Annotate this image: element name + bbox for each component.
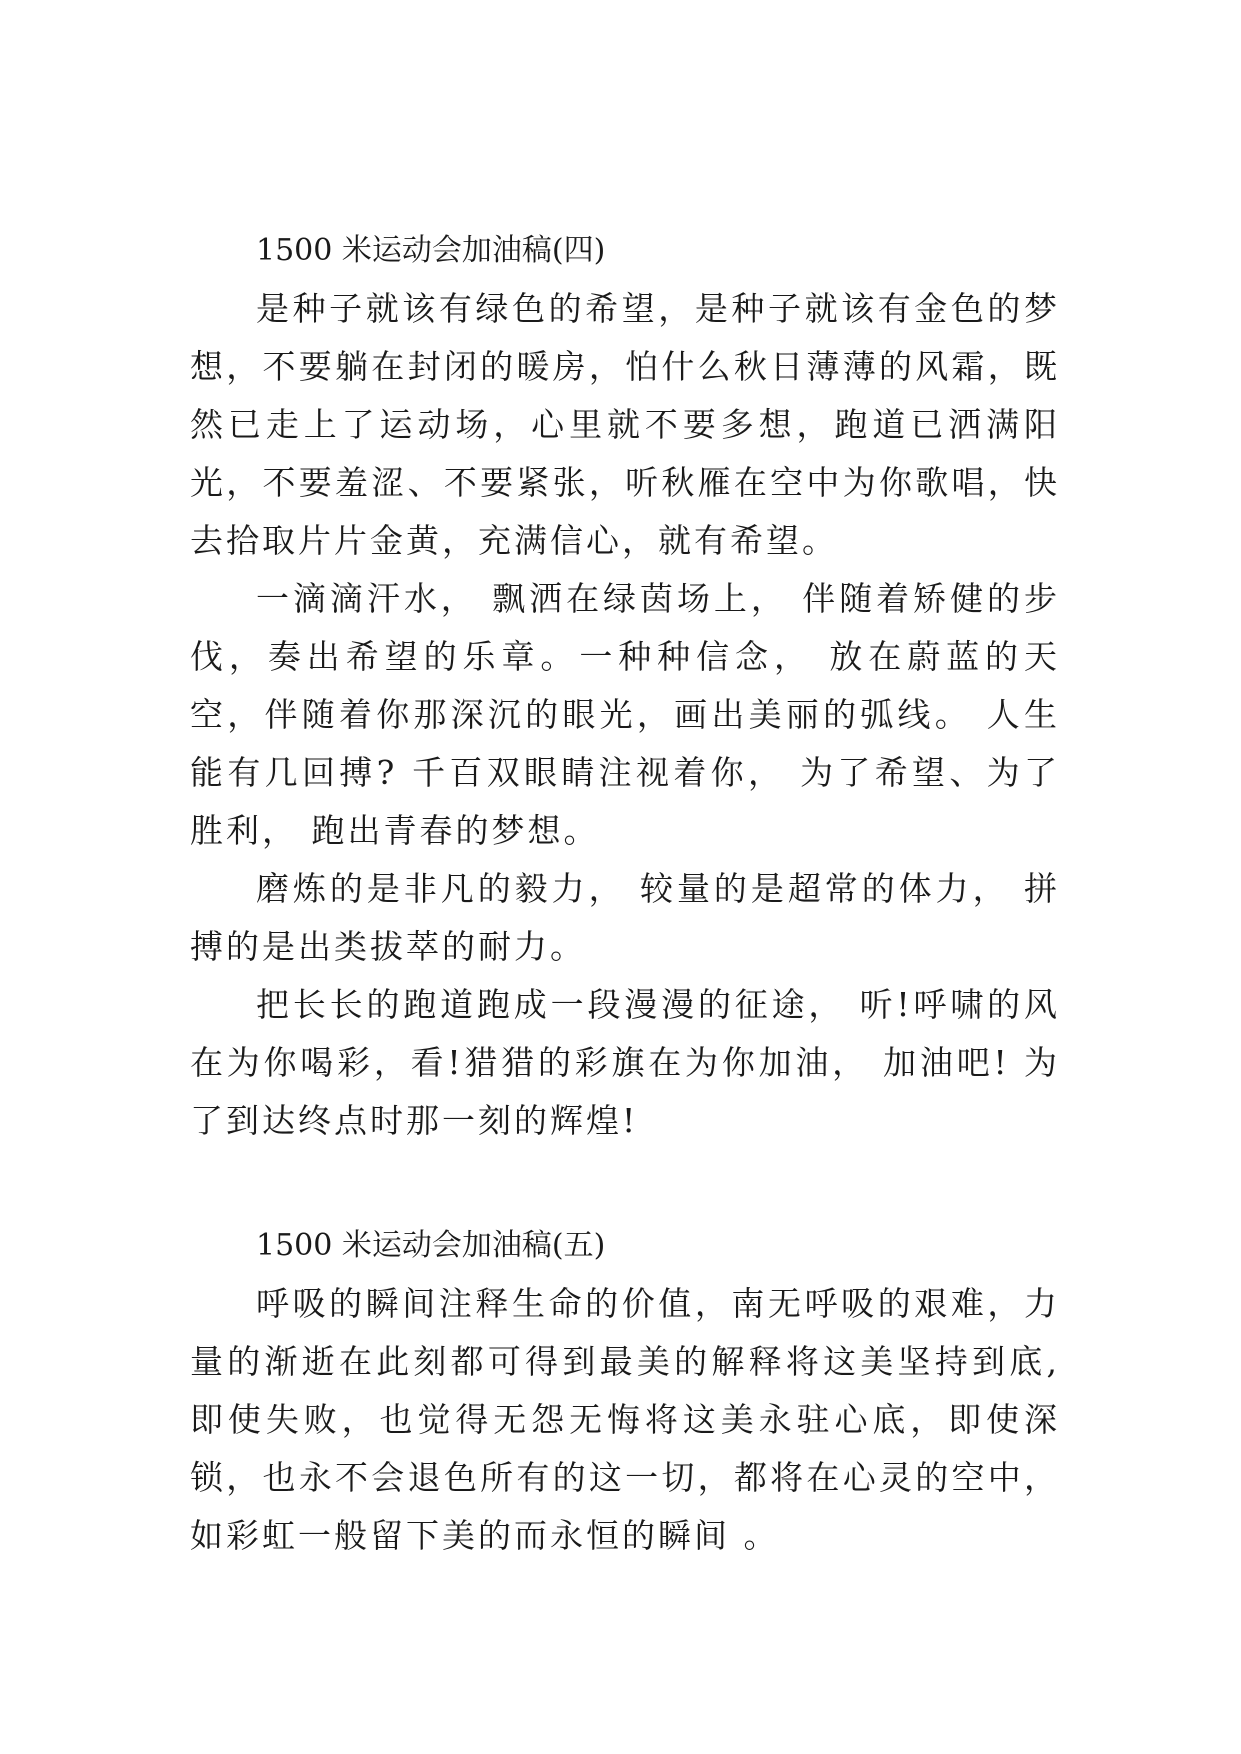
paragraph: 磨炼的是非凡的毅力， 较量的是超常的体力， 拼搏的是出类拔萃的耐力。 [190, 869, 1060, 966]
paragraph: 呼吸的瞬间注释生命的价值，南无呼吸的艰难，力量的渐逝在此刻都可得到最美的解释将这美坚持到底,即使失败，也觉得无怨无悔将这美永驻心底，即使深锁，也永不会退色所有的这一切，都将在心灵的空中，如彩虹一般留下美的而永恒的瞬间 。 [190, 1284, 1060, 1555]
paragraph: 一滴滴汗水， 飘洒在绿茵场上， 伴随着矫健的步伐，奏出希望的乐章。一种种信念， 放在蔚蓝的天空，伴随着你那深沉的眼光，画出美丽的弧线。 人生能有几回搏? 千百双眼睛注视着你， 为了希望、为了胜利， 跑出青春的梦想。 [190, 579, 1060, 850]
paragraph: 是种子就该有绿色的希望，是种子就该有金色的梦想，不要躺在封闭的暖房，怕什么秋日薄薄的风霜，既然已走上了运动场，心里就不要多想，跑道已洒满阳光，不要羞涩、不要紧张，听秋雁在空中为你歌唱，快去拾取片片金黄，充满信心，就有希望。 [190, 289, 1060, 560]
section-cheer-4 [190, 222, 1060, 1150]
paragraph: 把长长的跑道跑成一段漫漫的征途， 听!呼啸的风在为你喝彩，看!猎猎的彩旗在为你加油， 加油吧! 为了到达终点时那一刻的辉煌! [190, 985, 1060, 1140]
section-title: 1500 米运动会加油稿(五) [256, 1228, 606, 1263]
section-cheer-5 [190, 1217, 1060, 1565]
section-title: 1500 米运动会加油稿(四) [256, 233, 606, 268]
